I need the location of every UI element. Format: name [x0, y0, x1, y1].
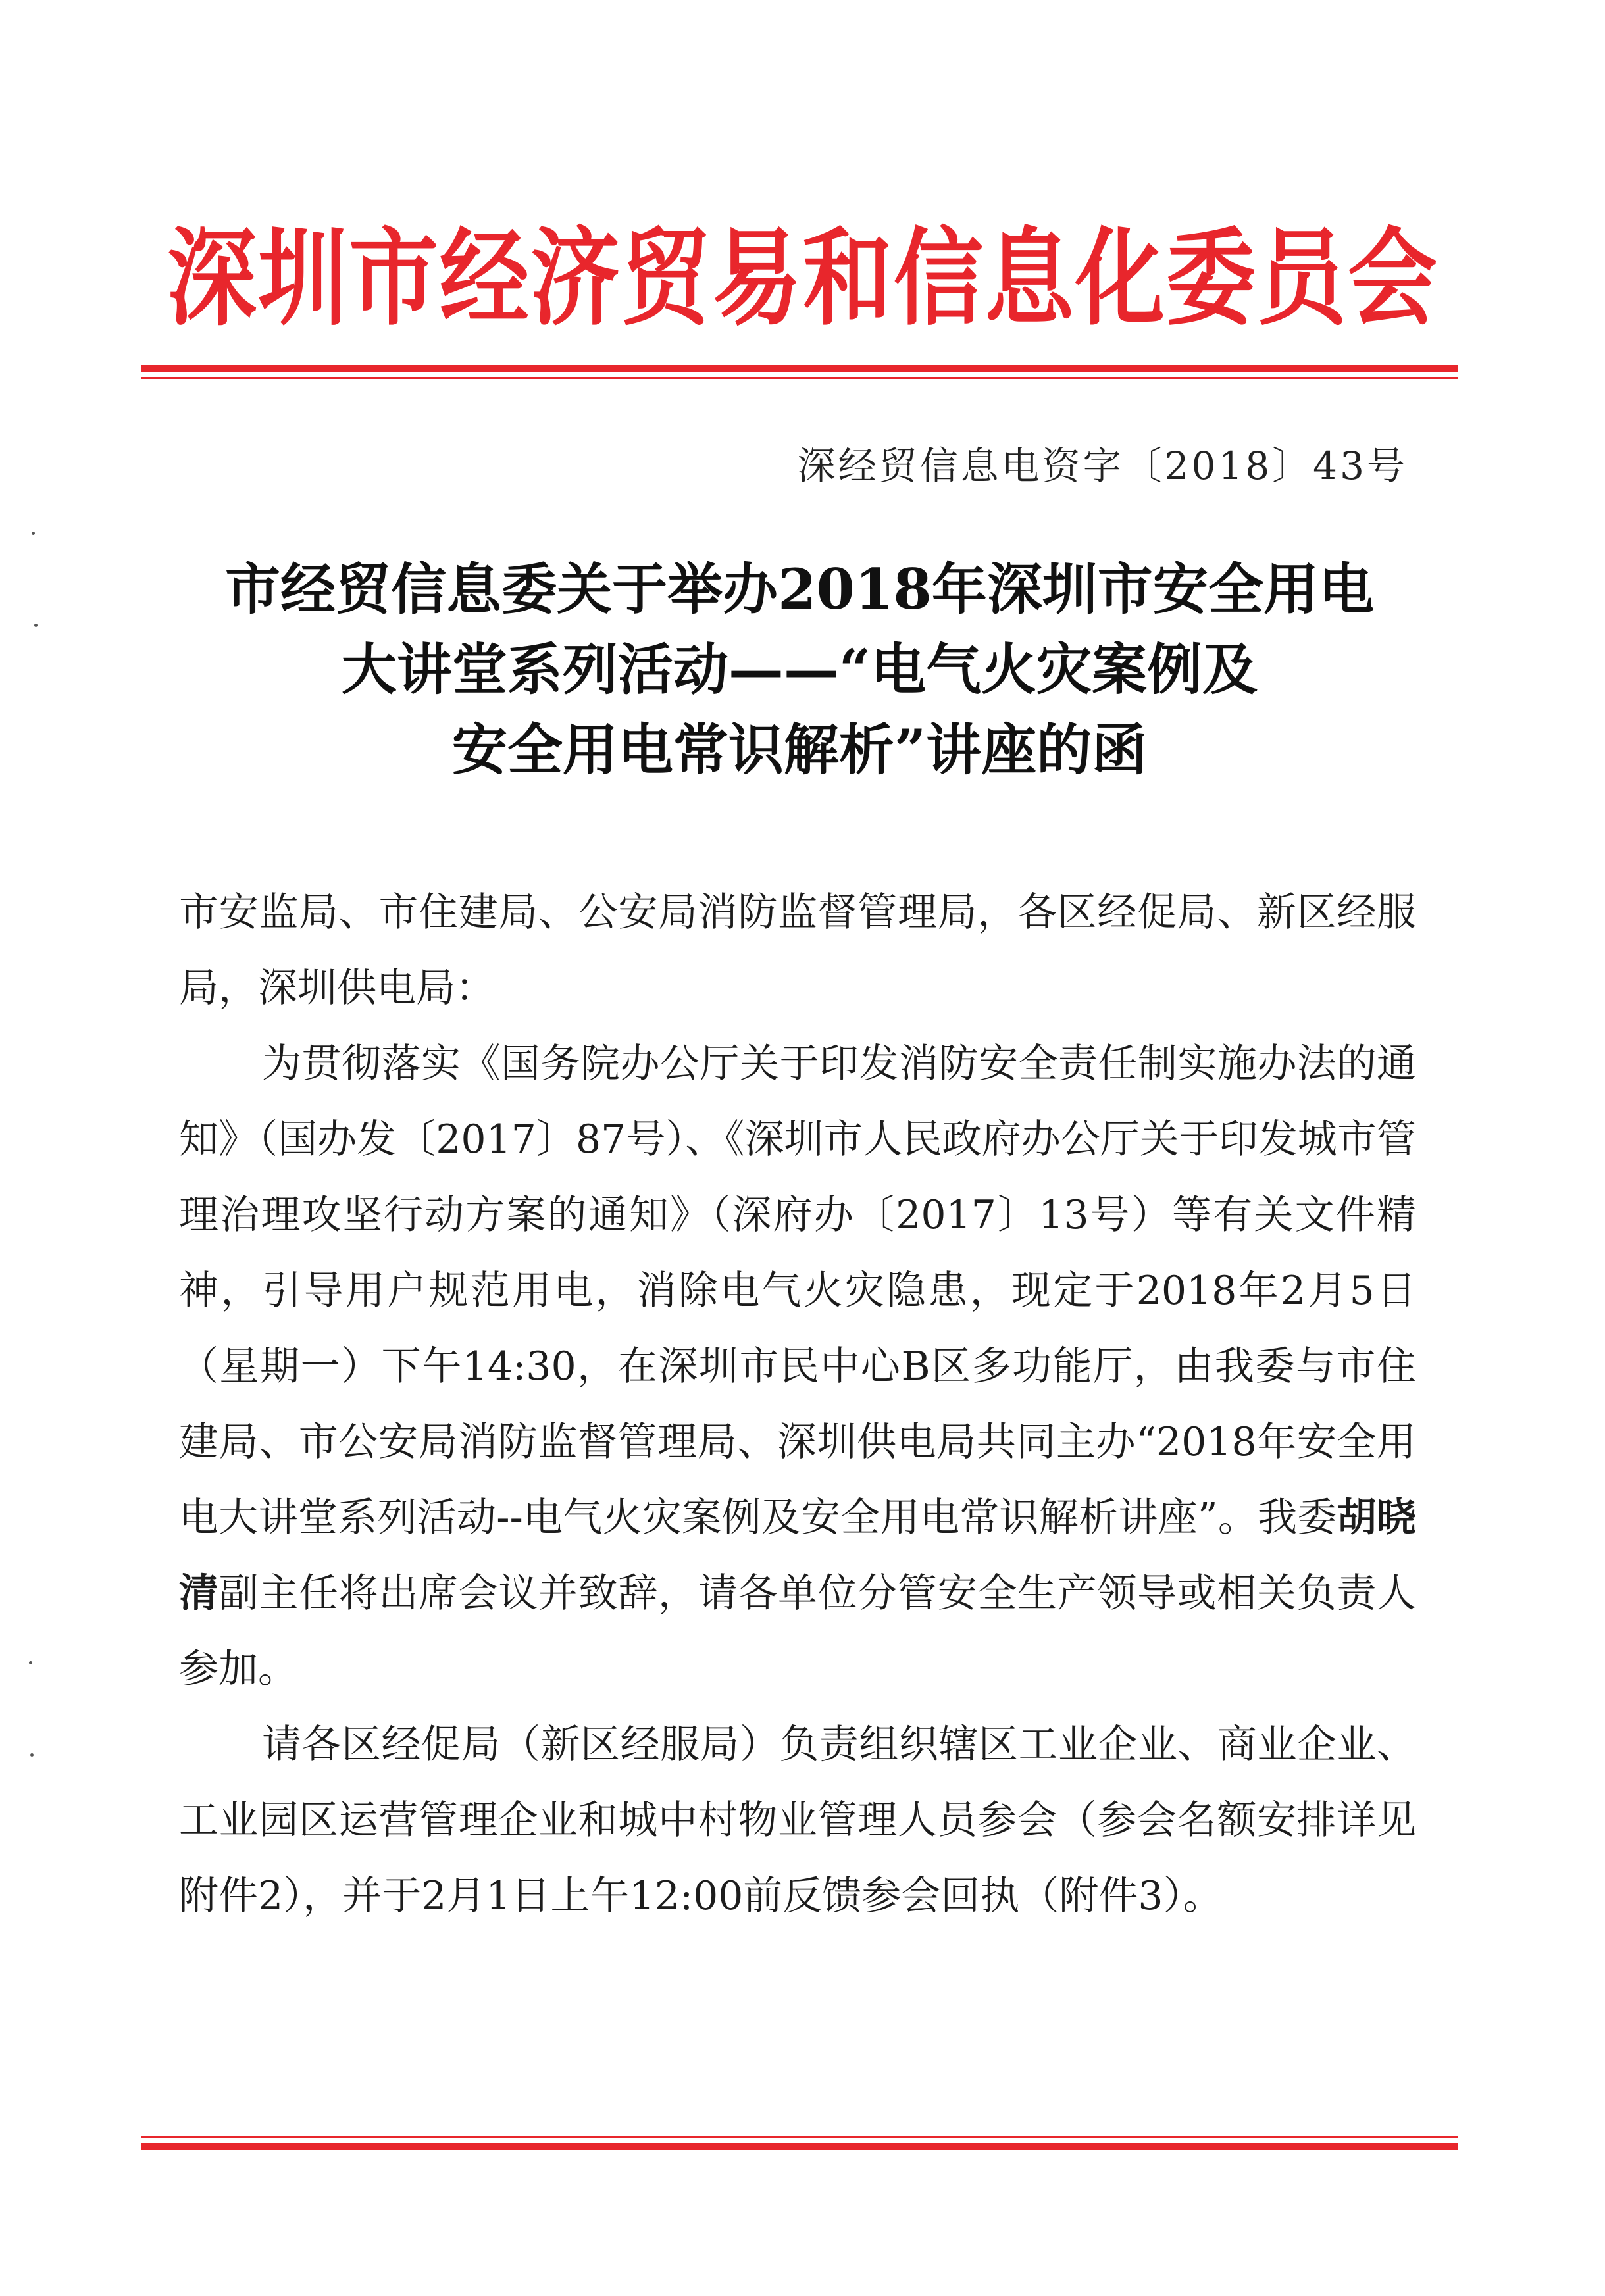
paragraph-2: 请各区经促局（新区经服局）负责组织辖区工业企业、商业企业、工业园区运营管理企业和城中村物业管理人员参会（参会名额安排详见附件2），并于2月1日上午12:00前反馈参会回执（附件3）。: [179, 1722, 1416, 1919]
title-line-2: 大讲堂系列活动——“电气火灾案例及: [341, 637, 1258, 702]
footer-divider: [141, 2136, 1458, 2150]
scan-speck: [32, 532, 35, 535]
official-name: 胡晓清: [179, 1495, 1416, 1616]
paragraph-1-text-end: 副主任将出席会议并致辞，请各单位分管安全生产领导或相关负责人参加。: [179, 1570, 1417, 1692]
organization-header: 深圳市经济贸易和信息化委员会: [167, 218, 1439, 341]
document-title: [141, 549, 1458, 790]
footer-divider-thick-line: [141, 2143, 1458, 2150]
scan-speck: [29, 1661, 32, 1664]
paragraph-1: [179, 1026, 1416, 1707]
header-divider-thick-line: [141, 365, 1458, 372]
document-number: 深经贸信息电资字〔2018〕43号: [797, 443, 1408, 488]
header-divider-thin-line: [141, 377, 1458, 379]
recipients-line: 市安监局、市住建局、公安局消防监督管理局，各区经促局、新区经服局，深圳供电局：: [179, 889, 1416, 1011]
document-body: [179, 875, 1416, 1934]
scan-speck: [34, 624, 38, 627]
title-line-3: 安全用电常识解析”讲座的函: [451, 717, 1148, 782]
footer-divider-thin-line: [141, 2136, 1458, 2138]
scan-speck: [30, 1753, 34, 1757]
title-line-1: 市经贸信息委关于举办2018年深圳市安全用电: [225, 557, 1374, 622]
header-divider: [141, 365, 1458, 379]
paragraph-1-text-start: 为贯彻落实《国务院办公厅关于印发消防安全责任制实施办法的通知》（国办发〔2017〕87号）、《深圳市人民政府办公厅关于印发城市管理治理攻坚行动方案的通知》（深府办〔2017〕13号）等有关文件精神，引导用户规范用电，消除电气火灾隐患，现定于2018年2月5日（星期一）下午14:30，在深圳市民中心B区多功能厅，由我委与市住建局、市公安局消防监督管理局、深圳供电局共同主办“2018年安全用电大讲堂系列活动--电气火灾案例及安全用电常识解析讲座”。我委: [179, 1041, 1416, 1541]
